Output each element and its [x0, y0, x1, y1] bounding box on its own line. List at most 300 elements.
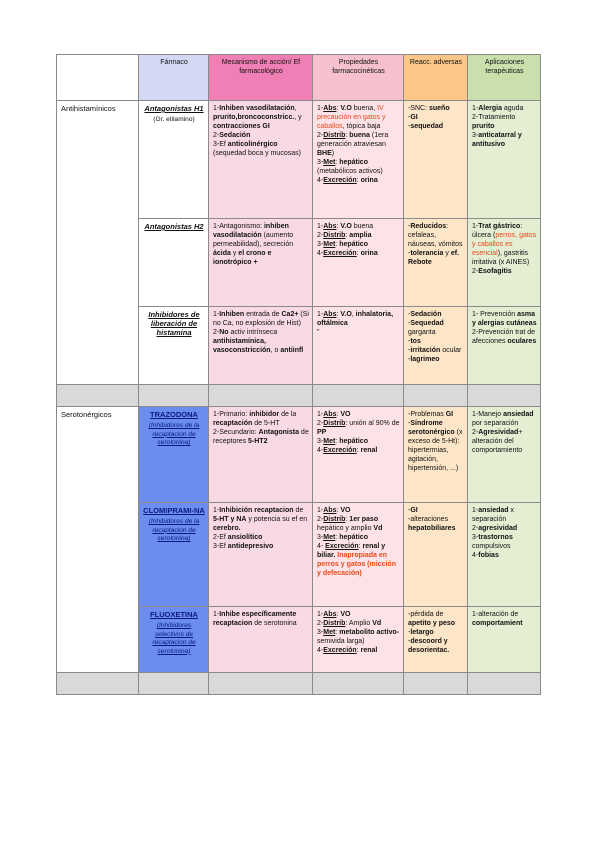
mechanism-text: Inhibición recaptacion — [219, 507, 294, 514]
mechanism-text: 1- — [213, 507, 220, 514]
separator-row — [57, 385, 541, 407]
adverse-text: -SNC: — [408, 105, 429, 112]
pharmacokinetics-line — [317, 619, 400, 628]
applications-cell — [468, 101, 541, 219]
applications-text: asma y alergias cutáneas — [472, 311, 537, 327]
pharmacokinetics-text: Distrib — [323, 132, 346, 139]
pharmacokinetics-text: hepático — [339, 159, 368, 166]
adverse-text: hepatobiliares — [408, 525, 456, 532]
pharmacokinetics-text: 2- — [317, 420, 324, 427]
pharmacokinetics-text: 1- — [317, 223, 324, 230]
pharmacokinetics-text: orina — [360, 177, 378, 184]
pharmacokinetics-text: renal — [360, 447, 378, 454]
drug-name: CLOMIPRAMI-NA — [143, 506, 205, 515]
pharmacokinetics-text: Vd — [373, 525, 383, 532]
pharmacokinetics-text: Distrib — [323, 516, 346, 523]
mechanism-text: 2-Secundario: — [213, 429, 259, 436]
adverse-line — [408, 410, 464, 419]
header-propiedades: Propiedades farmacocinéticas — [313, 55, 404, 101]
mechanism-text: , y — [294, 114, 302, 121]
mechanism-text: 1-Antagonismo: — [213, 223, 264, 230]
mechanism-cell — [209, 407, 313, 503]
applications-text: + alteración del comportamiento — [472, 429, 523, 454]
adverse-text: descoord y desorientac. — [408, 638, 450, 654]
header-empty-cell — [57, 55, 139, 101]
pharmacokinetics-text: Met — [323, 629, 336, 636]
pharmacokinetics-text: : — [345, 232, 350, 239]
pharmacokinetics-line — [317, 231, 400, 240]
pharmacokinetics-text: , — [351, 311, 356, 318]
pharmacokinetics-text: : — [358, 543, 363, 550]
pharmacokinetics-text: Distrib — [323, 620, 346, 627]
adverse-text: y — [443, 250, 451, 257]
adverse-line — [408, 337, 464, 346]
applications-text: 3- — [472, 534, 479, 541]
pharmacokinetics-text: Met — [323, 241, 336, 248]
pharmacokinetics-text: 4- — [317, 177, 324, 184]
pharmacokinetics-text: Excreción — [323, 447, 357, 454]
adverse-line — [408, 249, 464, 267]
mechanism-text: (Si no Ca, no explosión de Hist) — [213, 311, 309, 327]
mechanism-text: de la — [279, 411, 297, 418]
pharmacokinetics-line — [317, 610, 400, 619]
pharmacokinetics-text: VO — [340, 507, 351, 514]
group-label-cell — [57, 407, 139, 673]
adverse-line — [408, 310, 464, 319]
applications-line — [472, 524, 537, 533]
drug-subtitle: (Inhibidores de la recaptacion de serotonina) — [148, 422, 200, 446]
adverse-line — [408, 113, 464, 122]
pharmacokinetics-text: (metabólicos activos) — [317, 168, 383, 175]
pharmacokinetics-text: 1er paso — [349, 516, 379, 523]
drug-cell — [139, 503, 209, 607]
mechanism-line — [213, 222, 309, 267]
adverse-line — [408, 346, 464, 355]
pharmacokinetics-text: 3- — [317, 159, 324, 166]
mechanism-text: el crono e ionotrópico + — [213, 250, 272, 266]
pharmacokinetics-text: buena — [351, 223, 374, 230]
pharmacokinetics-text: Distrib — [323, 232, 346, 239]
pharmacokinetics-text: : — [335, 629, 340, 636]
adverse-text: -alteraciones — [408, 516, 449, 523]
mechanism-text: 1- — [213, 105, 220, 112]
pharmacokinetics-text: renal y biliar. — [317, 543, 386, 559]
drug-name: TRAZODONA — [150, 410, 198, 419]
applications-text: Trat gástrico — [478, 223, 521, 230]
drug-name: Antagonistas H1 — [144, 104, 204, 113]
mechanism-text: antiinfl — [280, 347, 304, 354]
pharmacokinetics-text: : — [335, 241, 340, 248]
pharmacokinetics-text: Abs — [323, 311, 337, 318]
pharmacokinetics-text: 3- — [317, 534, 324, 541]
mechanism-text: recaptación — [213, 420, 253, 427]
mechanism-text: 2- — [213, 132, 220, 139]
adverse-line — [408, 419, 464, 473]
pharmacokinetics-text: hepático — [339, 438, 368, 445]
pharmacokinetics-text: VO — [340, 611, 351, 618]
pharmacokinetics-text: renal — [360, 647, 378, 654]
pharmacokinetics-line — [317, 328, 400, 337]
separator-cell — [313, 385, 404, 407]
separator-cell — [57, 385, 139, 407]
pharmacokinetics-line — [317, 158, 400, 176]
pharmacokinetics-line — [317, 410, 400, 419]
drug-cell — [139, 607, 209, 673]
mechanism-cell — [209, 607, 313, 673]
pharmacokinetics-text: 4- — [317, 250, 324, 257]
adverse-text: tolerancia — [410, 250, 444, 257]
pharmacokinetics-line — [317, 131, 400, 158]
pharmacokinetics-line — [317, 310, 400, 328]
mechanism-text: Inhiben — [219, 311, 245, 318]
mechanism-text: contracciones GI — [213, 123, 270, 130]
applications-text: 2- — [472, 429, 479, 436]
pharmacokinetics-line — [317, 646, 400, 655]
pharmacokinetics-text: 1- — [317, 611, 324, 618]
applications-line — [472, 222, 537, 267]
applications-text: 1- — [472, 507, 479, 514]
pharmacokinetics-cell — [313, 503, 404, 607]
table-body — [57, 55, 541, 695]
pharmacokinetics-line — [317, 533, 400, 542]
mechanism-line — [213, 310, 309, 328]
applications-text: 1- — [472, 105, 479, 112]
mechanism-text: , o — [270, 347, 281, 354]
pharmacokinetics-line — [317, 446, 400, 455]
applications-line — [472, 131, 537, 149]
mechanism-text: 1- — [213, 311, 220, 318]
adverse-text: ocular — [440, 347, 462, 354]
separator-cell — [313, 673, 404, 695]
pharmacokinetics-text: semivida larga) — [317, 638, 365, 645]
pharmacokinetics-text: : — [356, 447, 361, 454]
mechanism-text: antihistamínica, vasoconstricción — [213, 338, 271, 354]
header-row — [57, 55, 541, 101]
adverse-reactions-cell — [404, 219, 468, 307]
adverse-text: letargo — [410, 629, 434, 636]
separator-row — [57, 673, 541, 695]
applications-text: por separación — [472, 420, 519, 427]
group-label: Serotonérgicos — [61, 410, 112, 419]
adverse-text: - — [408, 420, 411, 427]
pharmacokinetics-line — [317, 240, 400, 249]
pharmacokinetics-text: buena, — [351, 105, 378, 112]
pharmacokinetics-text: 4- — [317, 447, 324, 454]
applications-text: 1- — [472, 223, 479, 230]
adverse-text: - — [408, 320, 411, 327]
pharmacokinetics-cell — [313, 101, 404, 219]
drug-cell — [139, 101, 209, 219]
adverse-text: sequedad — [410, 123, 444, 130]
separator-cell — [139, 385, 209, 407]
applications-text: x separación — [472, 507, 515, 523]
pharmacokinetics-text: 1- — [317, 105, 324, 112]
applications-line — [472, 551, 537, 560]
adverse-text: - — [408, 250, 411, 257]
drug-subtitle: (Inhibidores selectivos de recaptacion de serotonina) — [152, 622, 196, 655]
pharmacokinetics-text: hepático y amplio — [317, 525, 374, 532]
pharmacokinetics-text: : — [336, 507, 341, 514]
pharmacokinetics-text: Excreción — [323, 647, 357, 654]
pharmacokinetics-text: 1- — [317, 311, 324, 318]
header-farmaco: Fármaco — [139, 55, 209, 101]
pharmacokinetics-text: 3- — [317, 241, 324, 248]
separator-cell — [209, 385, 313, 407]
adverse-text: -pérdida de — [408, 611, 444, 618]
adverse-text: - — [408, 114, 411, 121]
pharmacokinetics-text: Inapropiada en perros y gatos (micción y defecación) — [317, 552, 396, 577]
mechanism-text: 3-Ef — [213, 141, 228, 148]
applications-line — [472, 610, 537, 628]
separator-cell — [468, 673, 541, 695]
pharmacokinetics-cell — [313, 307, 404, 385]
pharmacokinetics-cell — [313, 407, 404, 503]
applications-text: 4- — [472, 552, 479, 559]
pharmacology-table — [56, 54, 541, 695]
pharmacokinetics-text: ) — [331, 150, 335, 157]
adverse-text: apetito y peso — [408, 620, 456, 627]
applications-cell — [468, 219, 541, 307]
applications-text: Esofagitis — [478, 268, 512, 275]
adverse-reactions-cell — [404, 407, 468, 503]
applications-line — [472, 410, 537, 428]
adverse-text: : cefaleas, náuseas, vómitos — [408, 223, 463, 248]
adverse-line — [408, 122, 464, 131]
applications-text: ), gastritis irritativa (x AINES) — [472, 250, 530, 266]
drug-subtitle: (Inhibidores de la recaptacion de serotonina) — [148, 518, 200, 542]
header-reacciones: Reacc. adversas — [404, 55, 468, 101]
pharmacokinetics-line — [317, 222, 400, 231]
mechanism-text: anticolinérgico — [227, 141, 278, 148]
adverse-reactions-cell — [404, 101, 468, 219]
pharmacokinetics-text: BHE — [317, 150, 332, 157]
applications-line — [472, 267, 537, 276]
mechanism-text: 2-Ef — [213, 534, 228, 541]
adverse-text: Sedación — [410, 311, 442, 318]
adverse-text: GI — [410, 507, 418, 514]
mechanism-text: Antagonista — [258, 429, 299, 436]
pharmacokinetics-text: 1- — [317, 411, 324, 418]
pharmacokinetics-text: , tópica baja — [342, 123, 381, 130]
adverse-text: - — [408, 638, 411, 645]
pharmacokinetics-line — [317, 419, 400, 437]
mechanism-line — [213, 140, 309, 158]
pharmacokinetics-text: Excreción — [323, 250, 357, 257]
adverse-line — [408, 637, 464, 655]
applications-text: prurito — [472, 123, 495, 130]
mechanism-text: y potencia su ef en — [246, 516, 308, 523]
pharmacokinetics-text: 2- — [317, 620, 324, 627]
separator-cell — [404, 385, 468, 407]
drug-name: Inhibidores de liberación de histamina — [148, 310, 200, 337]
adverse-text: sueño — [429, 105, 450, 112]
adverse-text: Síndrome serotonérgico — [408, 420, 455, 436]
applications-text: Agresividad — [478, 429, 519, 436]
pharmacokinetics-text: Abs — [323, 507, 337, 514]
adverse-text: - — [408, 223, 411, 230]
pharmacokinetics-line — [317, 515, 400, 533]
pharmacokinetics-line — [317, 249, 400, 258]
applications-text: ansiedad — [503, 411, 534, 418]
pharmacokinetics-cell — [313, 607, 404, 673]
applications-text: compulsivos — [472, 543, 511, 550]
mechanism-text: (aumento permeabilidad), secreción — [213, 232, 294, 248]
pharmacokinetics-text: 4- — [317, 647, 324, 654]
mechanism-cell — [209, 219, 313, 307]
adverse-text: (x exceso de 5-Ht): hipertermias, agitación, hipertensión, ...) — [408, 429, 463, 472]
applications-text: 2- — [472, 525, 479, 532]
adverse-text: garganta — [408, 329, 436, 336]
applications-text: 2-Tratamiento — [472, 114, 516, 121]
adverse-text: GI — [445, 411, 454, 418]
adverse-text: - — [408, 507, 411, 514]
applications-text: 3- — [472, 132, 479, 139]
applications-cell — [468, 503, 541, 607]
adverse-text: GI — [410, 114, 418, 121]
pharmacokinetics-text: VO — [340, 411, 351, 418]
pharmacokinetics-text: Met — [323, 534, 336, 541]
applications-text: fobias — [478, 552, 499, 559]
separator-cell — [57, 673, 139, 695]
mechanism-line — [213, 506, 309, 533]
adverse-line — [408, 628, 464, 637]
adverse-text: - — [408, 338, 411, 345]
adverse-text: - — [408, 123, 411, 130]
adverse-text: tos — [410, 338, 421, 345]
pharmacokinetics-text: orina — [360, 250, 378, 257]
pharmacokinetics-text: : — [356, 647, 361, 654]
pharmacokinetics-text: : — [336, 411, 341, 418]
adverse-line — [408, 515, 464, 533]
applications-text: oculares — [507, 338, 537, 345]
mechanism-cell — [209, 307, 313, 385]
adverse-line — [408, 222, 464, 249]
mechanism-text: de 5-HT — [252, 420, 280, 427]
mechanism-text: ansiolítico — [227, 534, 263, 541]
pharmacokinetics-text: (1era generación atraviesan — [317, 132, 389, 148]
pharmacokinetics-text: amplia — [349, 232, 372, 239]
pharmacokinetics-text: hepático — [339, 534, 368, 541]
applications-text: agresividad — [478, 525, 518, 532]
mechanism-cell — [209, 101, 313, 219]
mechanism-text: , — [294, 105, 297, 112]
adverse-text: - — [408, 311, 411, 318]
mechanism-text: 1- — [213, 611, 220, 618]
header-aplicaciones: Aplicaciones terapéuticas — [468, 55, 541, 101]
pharmacokinetics-line — [317, 104, 400, 131]
pharmacokinetics-text: : — [356, 177, 361, 184]
pharmacokinetics-text: metabolito activo- — [339, 629, 400, 636]
adverse-reactions-cell — [404, 307, 468, 385]
applications-text: perros, gatos y caballos es esencial — [472, 232, 537, 257]
mechanism-line — [213, 104, 309, 131]
mechanism-text: (sequedad boca y mucosas) — [213, 150, 301, 157]
mechanism-line — [213, 428, 309, 446]
pharmacokinetics-text: " — [317, 329, 320, 336]
applications-text: comportamient — [472, 620, 523, 627]
mechanism-text: de receptores — [213, 429, 309, 445]
mechanism-text: de — [293, 507, 304, 514]
adverse-line — [408, 319, 464, 337]
mechanism-line — [213, 328, 309, 355]
applications-line — [472, 310, 537, 328]
applications-text: 2-Prevención trat de afecciones — [472, 329, 536, 345]
pharmacokinetics-text: : — [336, 611, 341, 618]
applications-line — [472, 506, 537, 524]
applications-cell — [468, 607, 541, 673]
applications-text: anticatarral y antitusivo — [472, 132, 522, 148]
pharmacokinetics-text: V.O — [340, 105, 352, 112]
pharmacokinetics-text: 2- — [317, 516, 324, 523]
pharmacokinetics-text: hepático — [339, 241, 368, 248]
pharmacokinetics-text: Abs — [323, 105, 337, 112]
mechanism-text: Inhiben vasodilatación — [219, 105, 295, 112]
pharmacokinetics-text: : — [336, 311, 341, 318]
group-label: Antihistamínicos — [61, 104, 116, 113]
drug-name: Antagonistas H2 — [144, 222, 204, 231]
adverse-line — [408, 104, 464, 113]
mechanism-text: 2- — [213, 329, 220, 336]
mechanism-text: inhiben vasodilatación — [213, 223, 289, 239]
applications-line — [472, 428, 537, 455]
mechanism-text: entrada de — [244, 311, 282, 318]
pharmacokinetics-text: IV precaución en gatos y caballos — [317, 105, 386, 130]
mechanism-text: y — [230, 250, 239, 257]
group-label-cell — [57, 101, 139, 385]
pharmacokinetics-text: 4- — [317, 543, 326, 550]
applications-cell — [468, 307, 541, 385]
applications-text: 1-alteración de — [472, 611, 519, 618]
pharmacokinetics-text: : Amplio — [345, 620, 373, 627]
applications-text: Alergia — [478, 105, 502, 112]
pharmacokinetics-text: Abs — [323, 223, 337, 230]
adverse-text: irritación — [410, 347, 441, 354]
mechanism-text: Inhibe específicamente recaptacion — [213, 611, 297, 627]
separator-cell — [209, 673, 313, 695]
adverse-line — [408, 506, 464, 515]
pharmacokinetics-text: Vd — [372, 620, 382, 627]
pharmacokinetics-text: Met — [323, 438, 336, 445]
pharmacokinetics-line — [317, 506, 400, 515]
pharmacokinetics-text: : — [336, 105, 341, 112]
mechanism-text: ácida — [213, 250, 231, 257]
mechanism-line — [213, 410, 309, 428]
table-row — [57, 407, 541, 503]
pharmacokinetics-text: 1- — [317, 507, 324, 514]
pharmacokinetics-text: V.O — [340, 311, 352, 318]
pharmacokinetics-text: Distrib — [323, 420, 346, 427]
mechanism-text: prurito,broncoconstricc. — [213, 114, 295, 121]
adverse-text: lagrimeo — [410, 356, 440, 363]
pharmacokinetics-text: : — [335, 159, 340, 166]
pharmacokinetics-text: Met — [323, 159, 336, 166]
applications-text: ansiedad — [478, 507, 509, 514]
mechanism-text: Sedación — [219, 132, 251, 139]
applications-text: aguda — [501, 105, 524, 112]
pharmacokinetics-text: : — [345, 516, 350, 523]
separator-cell — [404, 673, 468, 695]
pharmacokinetics-text: V.O — [340, 223, 352, 230]
drug-subtitle: (Gr. etilamino) — [153, 116, 195, 123]
pharmacokinetics-text: Abs — [323, 411, 337, 418]
adverse-text: - — [408, 356, 411, 363]
mechanism-text: de serotonina — [252, 620, 297, 627]
pharmacokinetics-line — [317, 176, 400, 185]
drug-name: FLUOXETINA — [150, 610, 198, 619]
applications-line — [472, 328, 537, 346]
applications-text: trastornos — [478, 534, 513, 541]
mechanism-line — [213, 131, 309, 140]
